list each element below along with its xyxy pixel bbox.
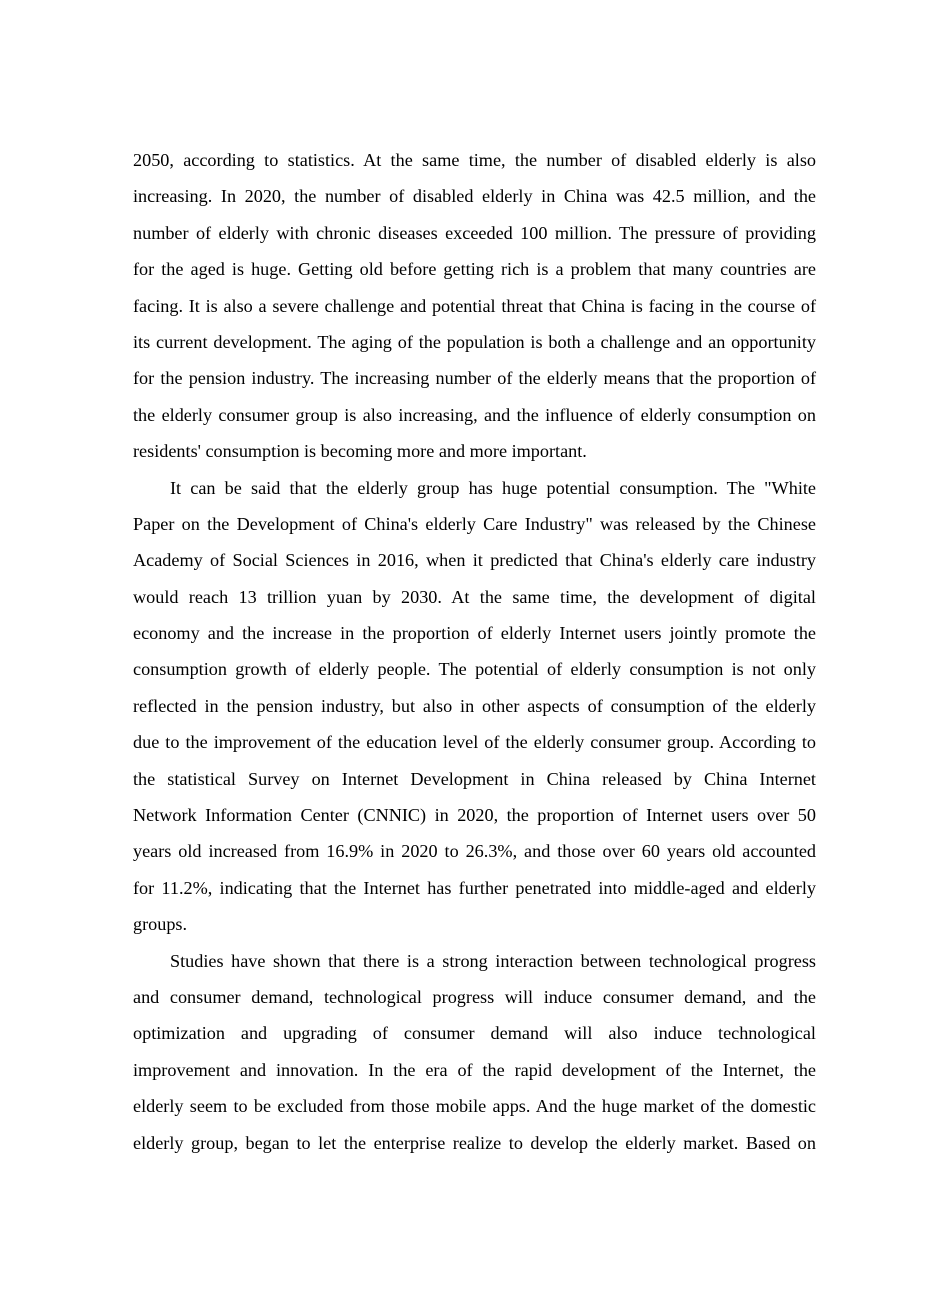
text-line: facing. It is also a severe challenge and potential threat that China is facing in the course of [133, 295, 816, 316]
text-line: due to the improvement of the education level of the elderly consumer group. According to [133, 732, 816, 753]
text-line: 2050, according to statistics. At the same time, the number of disabled elderly is also [133, 150, 816, 170]
text-line: would reach 13 trillion yuan by 2030. At the same time, the development of digital [133, 586, 816, 607]
text-line: residents' consumption is becoming more and more important. [133, 441, 587, 462]
text-line: number of elderly with chronic diseases exceeded 100 million. The pressure of providing [133, 222, 816, 243]
text-line: improvement and innovation. In the era of the rapid development of the Internet, the [133, 1059, 816, 1080]
paragraph-3 [133, 943, 816, 1161]
text-line: its current development. The aging of the population is both a challenge and an opportunity [133, 331, 816, 352]
text-line: Paper on the Development of China's elderly Care Industry" was released by the Chinese [133, 513, 816, 534]
body-text [133, 142, 816, 1161]
text-line: for 11.2%, indicating that the Internet has further penetrated into middle-aged and elderly [133, 877, 816, 898]
text-line: for the aged is huge. Getting old before getting rich is a problem that many countries are [133, 259, 816, 280]
text-line: economy and the increase in the proportion of elderly Internet users jointly promote the [133, 623, 816, 644]
text-line: increasing. In 2020, the number of disabled elderly in China was 42.5 million, and the [133, 186, 816, 207]
text-line: Studies have shown that there is a strong interaction between technological progress [170, 950, 816, 971]
text-line: It can be said that the elderly group has huge potential consumption. The "White [170, 477, 816, 498]
paragraph-2 [133, 470, 816, 943]
text-line: groups. [133, 914, 188, 935]
text-line: reflected in the pension industry, but also in other aspects of consumption of the elderly [133, 695, 816, 716]
text-line: consumption growth of elderly people. The potential of elderly consumption is not only [133, 659, 816, 680]
text-line: elderly seem to be excluded from those mobile apps. And the huge market of the domestic [133, 1096, 816, 1117]
text-line: the statistical Survey on Internet Development in China released by China Internet [133, 768, 816, 789]
text-line: for the pension industry. The increasing number of the elderly means that the proportion of [133, 368, 816, 389]
text-line: and consumer demand, technological progress will induce consumer demand, and the [133, 986, 816, 1007]
text-line: years old increased from 16.9% in 2020 to 26.3%, and those over 60 years old accounted [133, 841, 816, 862]
text-line: Academy of Social Sciences in 2016, when it predicted that China's elderly care industry [133, 550, 816, 571]
text-line: Network Information Center (CNNIC) in 2020, the proportion of Internet users over 50 [133, 805, 816, 826]
paragraph-1 [133, 142, 816, 470]
text-line: elderly group, began to let the enterprise realize to develop the elderly market. Based on [133, 1132, 816, 1153]
text-line: the elderly consumer group is also increasing, and the influence of elderly consumption on [133, 404, 816, 425]
text-line: optimization and upgrading of consumer demand will also induce technological [133, 1023, 816, 1044]
